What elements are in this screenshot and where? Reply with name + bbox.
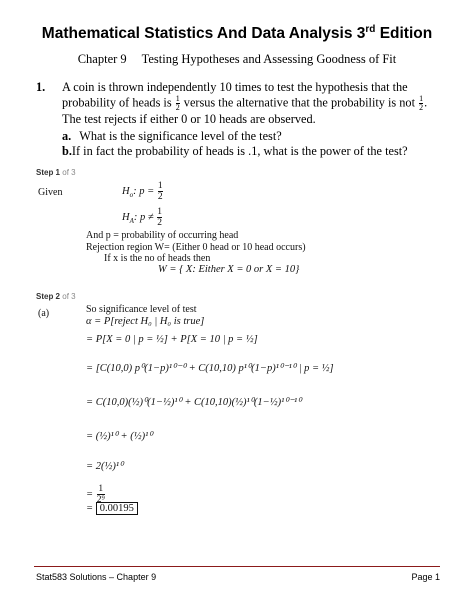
equation-line-5: = 2(½)¹⁰ (86, 461, 124, 472)
title-superscript: rd (365, 24, 376, 35)
step1-line2: Rejection region W= (Either 0 head or 10 head occurs) (86, 242, 306, 253)
problem-statement (36, 80, 446, 158)
problem-body: A coin is thrown independently 10 times to test the hypothesis that the probability of heads is $\frac{1}{2}$ versus the alternative that the probability is not $\frac{1}{2}$ . The test rejects if either 0 or 10 heads are observed. a. What is the significance level of the test? b.If in fact the probability of heads is .1, what is the power of the test? (62, 80, 446, 158)
equation-line-1: = P[X = 0 | p = ½] + P[X = 10 | p = ½] (86, 334, 258, 345)
given-label: Given (38, 187, 63, 198)
document-title: Mathematical Statistics And Data Analysis 3rd Edition (41, 24, 433, 42)
footer-rule (34, 566, 440, 567)
question-a: a. What is the significance level of the test? (62, 129, 282, 143)
footer-left: Stat583 Solutions – Chapter 9 (36, 572, 157, 582)
equation-line-3: = C(10,0)(½)⁰(1−½)¹⁰ + C(10,10)(½)¹⁰(1−½)¹⁰⁻¹⁰ (86, 397, 302, 408)
alternative-hypothesis: $H_A$: p ≠ $\frac{1}{2}$ (122, 207, 163, 228)
chapter-heading (0, 52, 474, 67)
chapter-number: Chapter 9 (77, 52, 127, 66)
fraction-half: $\frac{1}{2}$ (419, 93, 424, 112)
chapter-title: Testing Hypotheses and Assessing Goodness of Fit (141, 52, 397, 66)
equation-line-7: = 0.00195 (86, 503, 138, 514)
alpha-definition: α = P[reject H₀ | H₀ is true] (86, 316, 205, 327)
rejection-set: W = { X: Either X = 0 or X = 10} (158, 264, 300, 275)
step2-label: Step 2 of 3 (36, 292, 76, 301)
equation-line-4: = (½)¹⁰ + (½)¹⁰ (86, 431, 153, 442)
final-answer-box: 0.00195 (96, 502, 138, 515)
equation-line-6: = $\frac{1}{\text{2⁹}}$ (86, 484, 105, 505)
fraction-half: $\frac{1}{2}$ (175, 93, 180, 112)
step1-label: Step 1 of 3 (36, 168, 76, 177)
part-a-label: (a) (38, 308, 50, 319)
step1-line3: If x is the no of heads then (104, 253, 211, 264)
equation-line-2: = [C(10,0) p⁰(1−p)¹⁰⁻⁰ + C(10,10) p¹⁰(1−p)¹⁰⁻¹⁰ | p = ½] (86, 363, 334, 374)
step1-line1: And p = probability of occurring head (86, 230, 239, 241)
question-b: b.If in fact the probability of heads is .1, what is the power of the test? (62, 143, 408, 158)
step2-line1: So significance level of test (86, 304, 197, 315)
null-hypothesis: $H_o$: p = $\frac{1}{2}$ (122, 181, 163, 202)
footer-page-number: Page 1 (411, 572, 440, 582)
problem-number: 1. (36, 80, 46, 94)
